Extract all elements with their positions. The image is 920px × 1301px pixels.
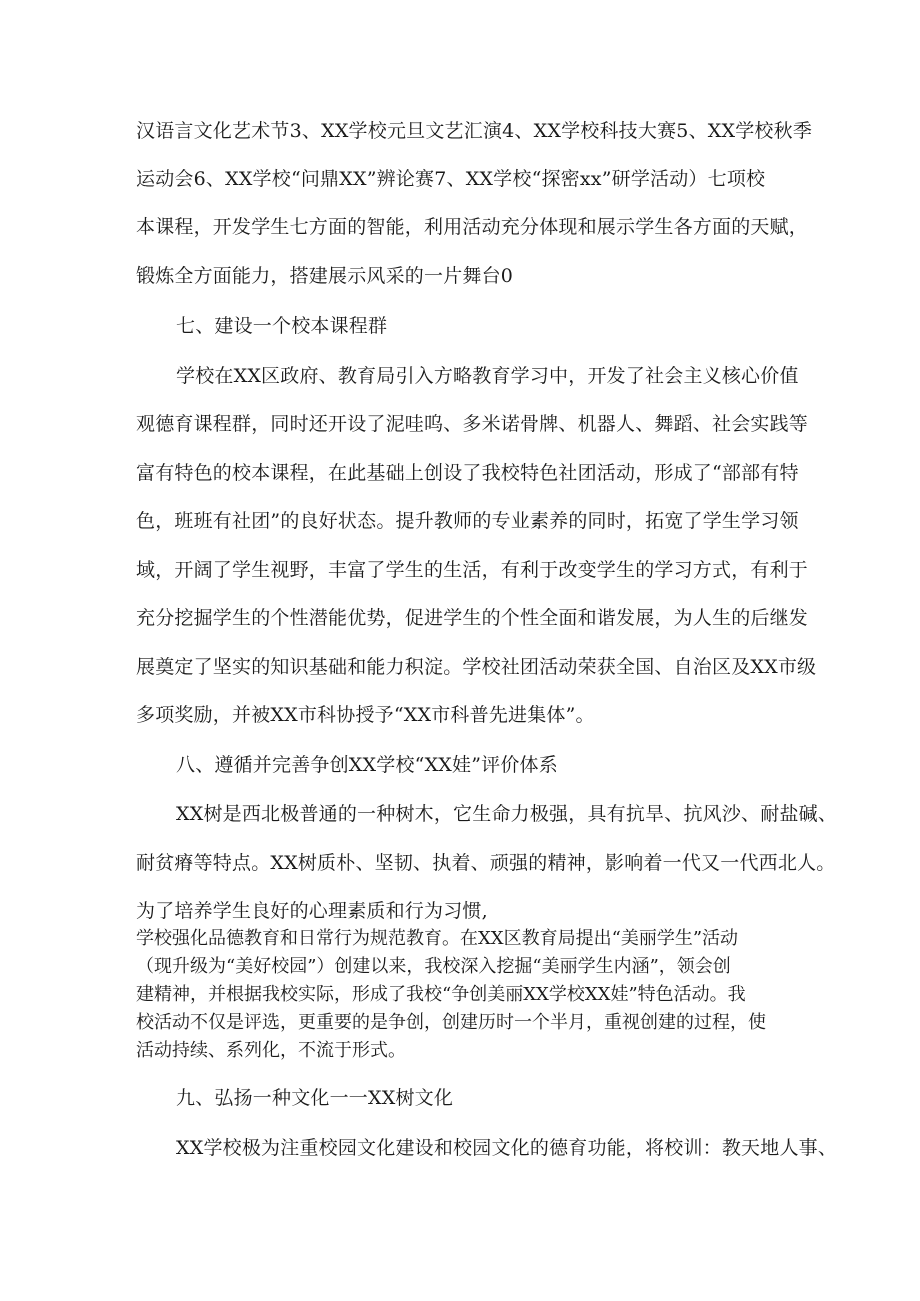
paragraph-line: 活动持续、系列化，不流于形式。: [136, 1040, 406, 1061]
paragraph-line: 观德育课程群，同时还开设了泥哇呜、多米诺骨牌、机器人、舞蹈、社会实践等: [136, 413, 809, 435]
paragraph-line: 展奠定了坚实的知识基础和能力积淀。学校社团活动荣获全国、自治区及XX市级: [136, 656, 817, 678]
paragraph-line: 建精神，并根据我校实际，形成了我校“争创美丽XX学校XX娃”特色活动。我: [136, 984, 746, 1005]
section-heading-7: 七、建设一个校本课程群: [176, 315, 388, 337]
paragraph-line: 汉语言文化艺术节3、XX学校元旦文艺汇演4、XX学校科技大赛5、XX学校秋季: [136, 120, 813, 142]
paragraph-line: 本课程，开发学生七方面的智能，利用活动充分体现和展示学生各方面的天赋，: [136, 216, 809, 238]
paragraph-line: 学校强化品德教育和日常行为规范教育。在XX区教育局提出“美丽学生”活动: [136, 928, 739, 949]
paragraph-line: XX学校极为注重校园文化建设和校园文化的德育功能，将校训：教天地人事、: [176, 1137, 838, 1159]
paragraph-line: 为了培养学生良好的心理素质和行为习惯,: [136, 900, 488, 922]
paragraph-line: 多项奖励，并被XX市科协授予“XX市科普先进集体”。: [136, 704, 595, 726]
paragraph-line: 色，班班有社团”的良好状态。提升教师的专业素养的同时，拓宽了学生学习领: [136, 510, 799, 532]
paragraph-line: 学校在XX区政府、教育局引入方略教育学习中，开发了社会主义核心价值: [176, 365, 799, 387]
paragraph-line: 运动会6、XX学校“问鼎XX”辨论赛7、XX学校“探密xx”研学活动）七项校: [136, 168, 766, 190]
paragraph-line: 耐贫瘠等特点。XX树质朴、坚韧、执着、顽强的精神，影响着一代又一代西北人。: [136, 852, 836, 874]
section-heading-9: 九、弘扬一种文化一一XX树文化: [176, 1087, 454, 1109]
paragraph-line: 校活动不仅是评选，更重要的是争创，创建历时一个半月，重视创建的过程，使: [136, 1012, 766, 1033]
paragraph-line: 富有特色的校本课程，在此基础上创设了我校特色社团活动，形成了“部部有特: [136, 462, 799, 484]
section-heading-8: 八、遵循并完善争创XX学校“XX娃”评价体系: [176, 754, 558, 776]
paragraph-line: 域，开阔了学生视野，丰富了学生的生活，有利于改变学生的学习方式，有利于: [136, 559, 809, 581]
paragraph-line: （现升级为“美好校园”）创建以来，我校深入挖掘“美丽学生内涵”，领会创: [136, 956, 731, 977]
paragraph-line: 锻炼全方面能力，搭建展示风采的一片舞台0: [136, 265, 514, 287]
paragraph-line: XX树是西北极普通的一种树木，它生命力极强，具有抗旱、抗风沙、耐盐碱、: [176, 803, 838, 825]
paragraph-line: 充分挖掘学生的个性潜能优势，促进学生的个性全面和谐发展，为人生的后继发: [136, 607, 809, 629]
